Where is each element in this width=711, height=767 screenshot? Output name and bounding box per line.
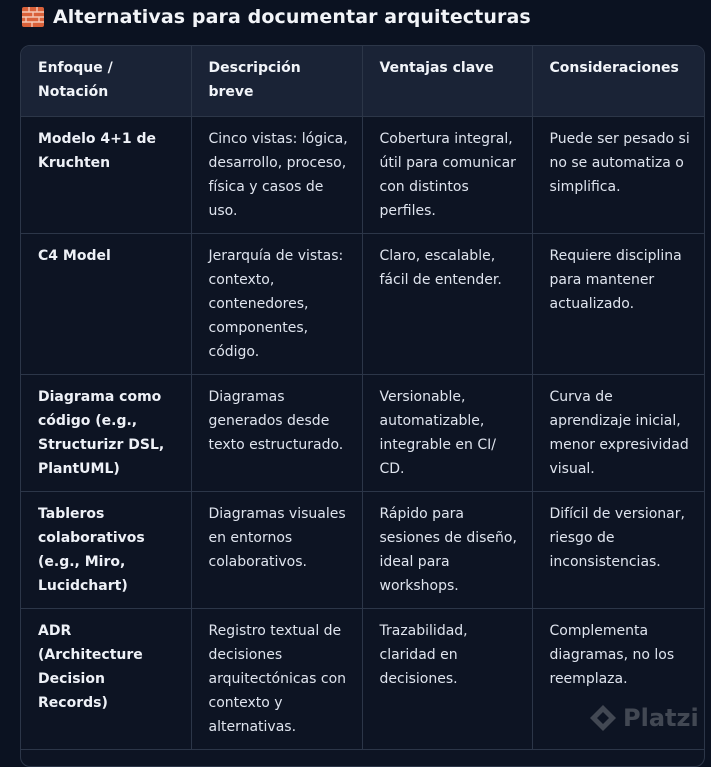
cell-approach: Modelo 4+1 de Kruchten [21,116,191,233]
cell-description: Jerarquía de vistas: contexto, contenedores, componentes, código. [191,233,362,374]
cell-advantages: Rápido para sesiones de diseño, ideal para workshops. [362,491,532,608]
cell-considerations: Difícil de versionar, riesgo de inconsistencias. [532,491,704,608]
page-title-text: Alternativas para documentar arquitecturas [53,6,531,28]
table-row [21,491,704,608]
table-header-row [21,46,704,116]
cell-approach: Tableros colaborativos (e.g., Miro, Lucidchart) [21,491,191,608]
page-title [22,5,531,29]
cell-considerations: Complementa diagramas, no los reemplaza. [532,608,704,749]
watermark-text: Platzi [623,704,699,732]
cell-description: Diagramas visuales en entornos colaborativos. [191,491,362,608]
cell-approach: C4 Model [21,233,191,374]
cell-advantages: Cobertura integral, útil para comunicar con distintos perfiles. [362,116,532,233]
cell-considerations: Puede ser pesado si no se automatiza o simplifica. [532,116,704,233]
cell-considerations: Requiere disciplina para mantener actualizado. [532,233,704,374]
cell-considerations: Curva de aprendizaje inicial, menor expresividad visual. [532,374,704,491]
column-header-advantages: Ventajas clave [362,46,532,116]
cell-advantages: Versionable, automatizable, integrable en CI/ CD. [362,374,532,491]
cell-description: Registro textual de decisiones arquitectónicas con contexto y alternativas. [191,608,362,749]
cell-approach: Diagrama como código (e.g., Structurizr DSL, PlantUML) [21,374,191,491]
table-row [21,374,704,491]
cell-description: Cinco vistas: lógica, desarrollo, proceso, física y casos de uso. [191,116,362,233]
comparison-table [21,46,704,750]
cell-advantages: Claro, escalable, fácil de entender. [362,233,532,374]
column-header-approach: Enfoque / Notación [21,46,191,116]
column-header-description: Descripción breve [191,46,362,116]
cell-approach: ADR (Architecture Decision Records) [21,608,191,749]
column-header-considerations: Consideraciones [532,46,704,116]
platzi-watermark [588,703,699,733]
comparison-table-container [20,45,705,767]
platzi-logo-icon [588,703,618,733]
cell-description: Diagramas generados desde texto estructurado. [191,374,362,491]
cell-advantages: Trazabilidad, claridad en decisiones. [362,608,532,749]
table-row [21,233,704,374]
table-row [21,116,704,233]
brick-icon [22,7,44,27]
